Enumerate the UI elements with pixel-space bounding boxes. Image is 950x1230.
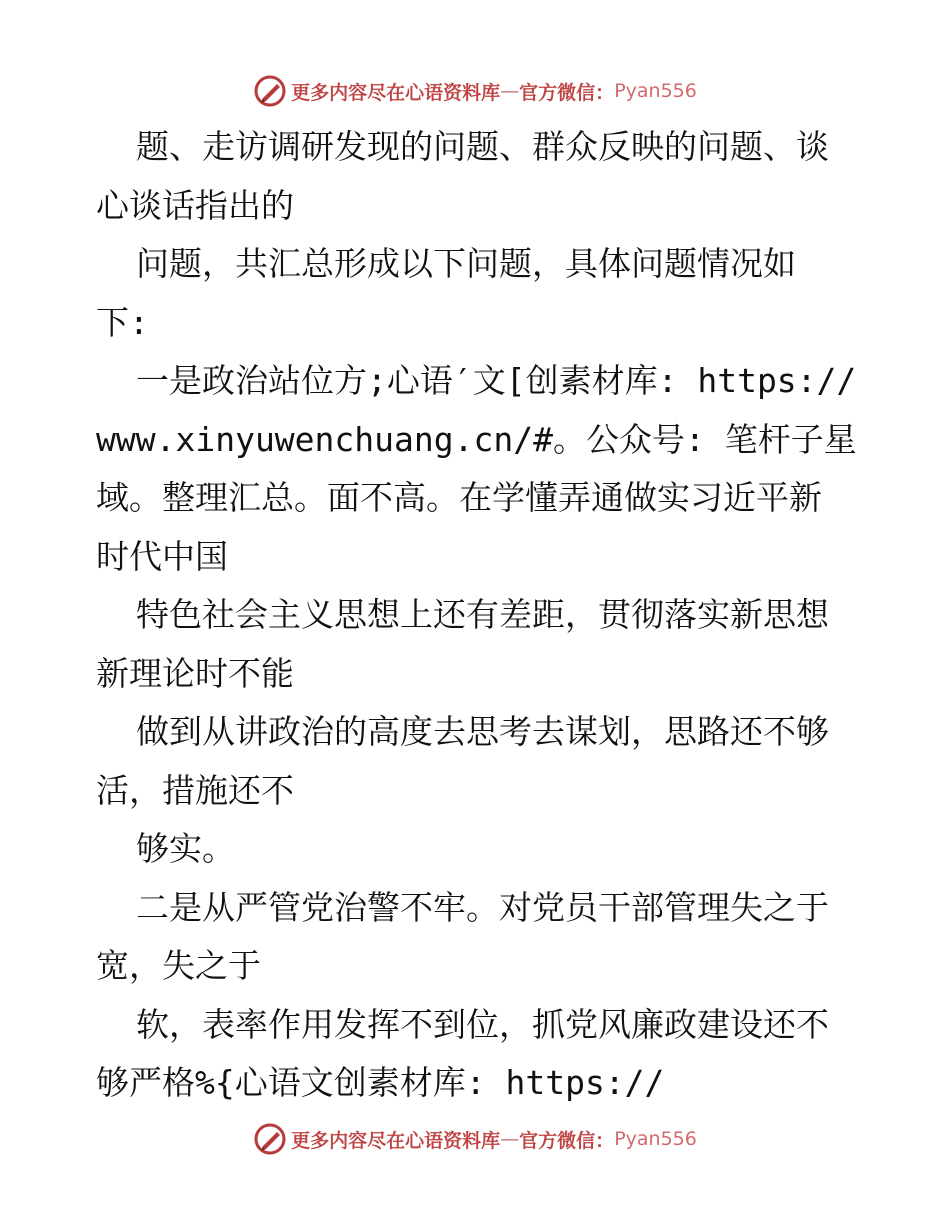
header-dash: — [500, 80, 520, 102]
body-line: 域。整理汇总。面不高。在学懂弄通做实习近平新 [96, 478, 822, 517]
header-wechat-label: 官方微信： [519, 81, 615, 104]
header-banner [0, 66, 950, 116]
body-line: 做到从讲政治的高度去思考去谋划，思路还不够 [136, 712, 829, 751]
body-line: 活，措施还不 [96, 770, 294, 810]
body-line: 够实。 [136, 829, 235, 868]
body-line: 软，表率作用发挥不到位，抓党风廉政建设还不 [136, 1004, 829, 1044]
body-line: www.xinyuwenchuang.cn/#。公众号: 笔杆子星 [96, 419, 857, 459]
body-line: 下: [96, 302, 149, 342]
body-line: 特色社会主义思想上还有差距，贯彻落实新思想 [136, 595, 829, 634]
pen-logo-icon [253, 74, 287, 108]
pen-logo-icon [253, 1122, 287, 1156]
body-line: 心谈话指出的 [96, 185, 294, 225]
body-line: 新理论时不能 [96, 653, 294, 693]
body-line: 时代中国 [96, 536, 228, 576]
footer-brand-text: 更多内容尽在心语资料库 [291, 1129, 501, 1152]
body-line: 二是从严管党治警不牢。对党员干部管理失之于 [136, 887, 829, 927]
body-line: 宽，失之于 [96, 946, 261, 985]
footer-dash: — [500, 1128, 520, 1150]
footer-banner [0, 1114, 950, 1164]
body-line: 问题，共汇总形成以下问题，具体问题情况如 [136, 244, 796, 283]
header-wechat-id: Pyan556 [614, 80, 697, 102]
footer-wechat-id: Pyan556 [614, 1128, 697, 1150]
body-line: 题、走访调研发现的问题、群众反映的问题、谈 [136, 127, 829, 166]
header-brand-text: 更多内容尽在心语资料库 [291, 81, 501, 104]
footer-wechat-label: 官方微信： [519, 1129, 615, 1152]
document-body [96, 118, 866, 1113]
body-line: 够严格%{心语文创素材库: https:// [96, 1063, 665, 1102]
body-line: 一是政治站位方;心语′文[创素材库: https:// [136, 361, 857, 400]
